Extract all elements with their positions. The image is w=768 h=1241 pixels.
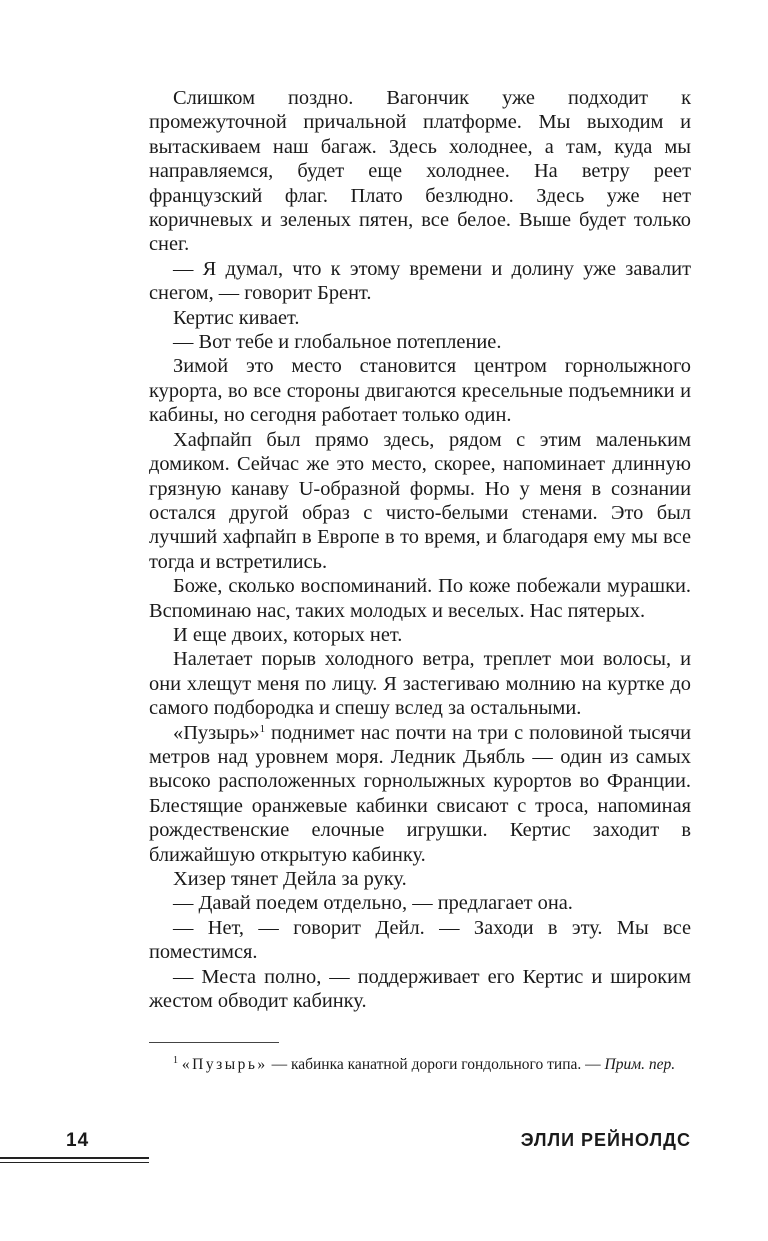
paragraph: Кертис кивает. [173, 306, 300, 329]
paragraph: Зимой это место становится центром горнолыжного курорта, во все стороны двигаются кресельные подъемники и кабины, но сегодня работает только один. [149, 355, 691, 427]
footnote-divider [149, 1042, 279, 1043]
translator-note: Прим. пер. [604, 1056, 676, 1073]
paragraph: Слишком поздно. Вагончик уже подходит к промежуточной причальной платформе. Мы выходим и вытаскиваем наш багаж. Здесь холоднее, а там, куда мы направляемся, будет еще холоднее. На ветру реет французский флаг. Плато безлюдно. Здесь уже нет коричневых и зеленых пятен, все белое. Выше будет только снег. [149, 87, 691, 256]
paragraph: Боже, сколько воспоминаний. По коже побежали мурашки. Вспоминаю нас, таких молодых и веселых. Нас пятерых. [149, 575, 691, 622]
footer-divider-thin [0, 1162, 149, 1163]
paragraph-rest: поднимет нас почти на три с половиной тысячи метров над уровнем моря. Ледник Дьябль — один из самых высоко расположенных горнолыжных курортов во Франции. Блестящие оранжевые кабинки свисают с троса, напоминая рождественские елочные игрушки. Кертис заходит в ближайшую открытую кабинку. [149, 721, 691, 866]
paragraph: — Давай поедем отдельно, — предлагает она. [173, 892, 573, 915]
paragraph-start: «Пузырь» [173, 721, 260, 744]
footnote-text: — кабинка канатной дороги гондольного типа. — [267, 1056, 605, 1073]
paragraph: Хизер тянет Дейла за руку. [173, 868, 407, 890]
footnote-marker: 1 [173, 1055, 178, 1066]
page-number: 14 [66, 1130, 90, 1151]
footnote [149, 1054, 691, 1077]
paragraph: — Нет, — говорит Дейл. — Заходи в эту. Мы все поместимся. [149, 916, 691, 964]
paragraph: — Вот тебе и глобальное потепление. [173, 331, 502, 354]
body-text [149, 86, 691, 1013]
footnote-reference[interactable]: 1 [259, 722, 266, 735]
paragraph-with-footnote [149, 721, 691, 867]
paragraph: — Я думал, что к этому времени и долину уже завалит снегом, — говорит Брент. [149, 257, 691, 305]
paragraph: Налетает порыв холодного ветра, треплет мои волосы, и они хлещут меня по лицу. Я застегиваю молнию на куртке до самого подбородка и спешу вслед за остальными. [149, 648, 691, 720]
paragraph: — Места полно, — поддерживает его Кертис и широким жестом обводит кабинку. [149, 965, 691, 1013]
footer-divider [0, 1157, 149, 1159]
paragraph: И еще двоих, которых нет. [173, 623, 403, 646]
footnote-term: «Пузырь» [181, 1056, 268, 1073]
paragraph: Хафпайп был прямо здесь, рядом с этим маленьким домиком. Сейчас же это место, скорее, напоминает длинную грязную канаву U-образной формы. Но у меня в сознании остался другой образ с чисто-белыми стенами. Это был лучший хафпайп в Европе в то время, и благодаря ему мы все тогда и встретились. [149, 428, 691, 573]
running-footer-author: ЭЛЛИ РЕЙНОЛДС [520, 1130, 691, 1150]
